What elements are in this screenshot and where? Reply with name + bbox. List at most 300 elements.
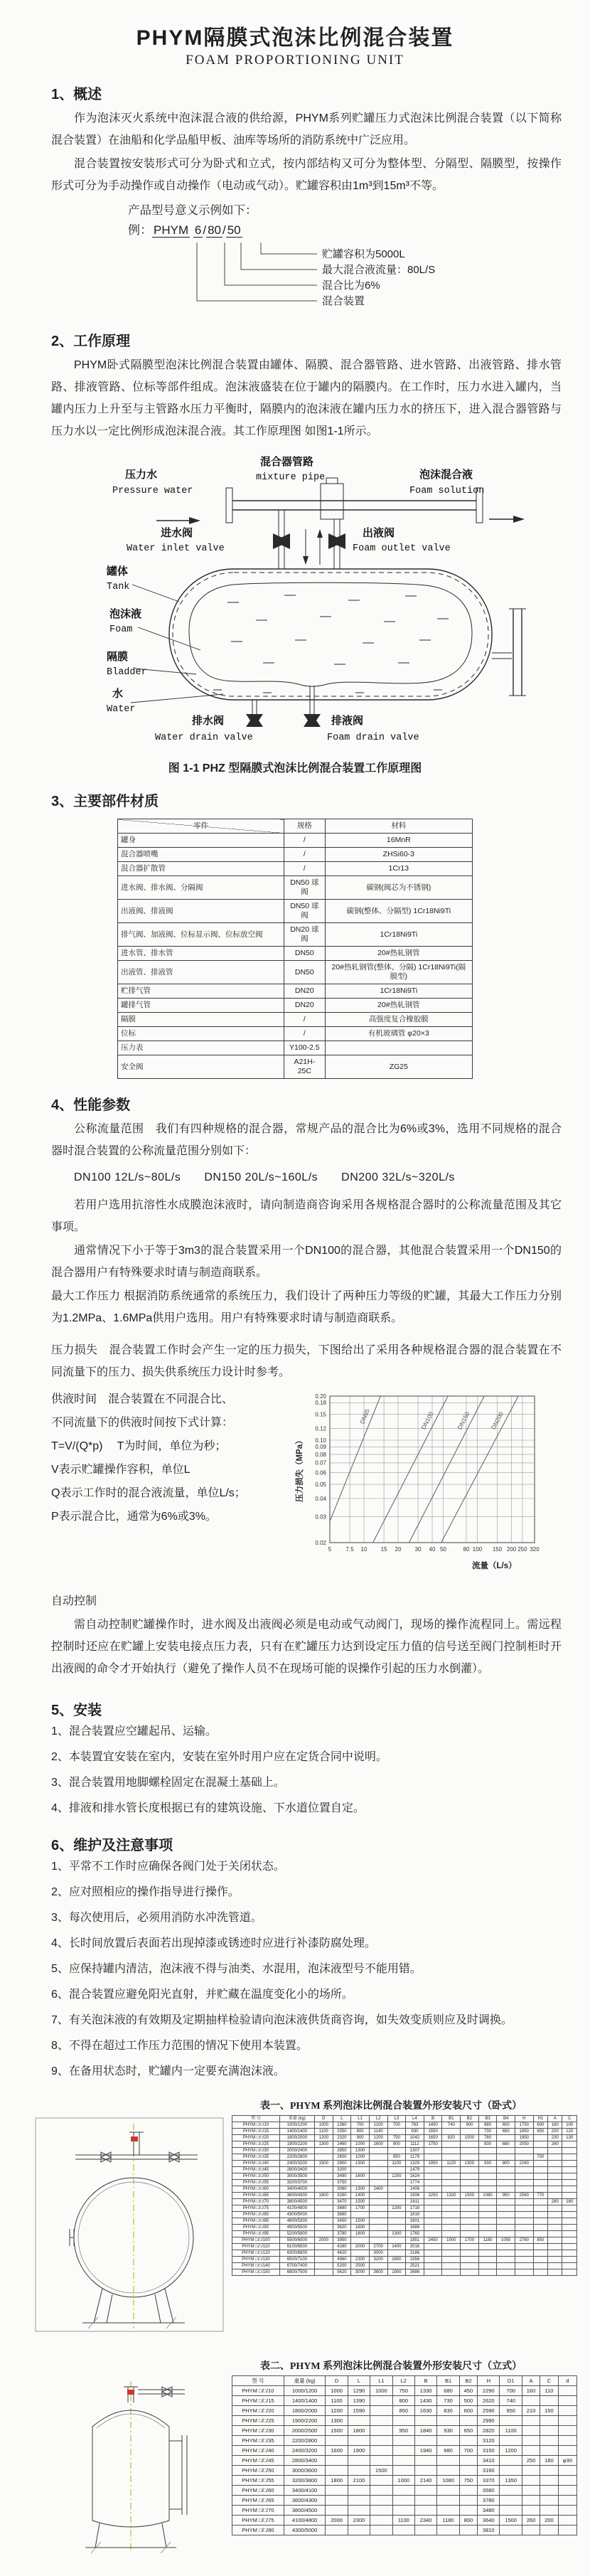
model-meaning-block [128,201,590,315]
table-cell [461,2186,479,2193]
table-cell: 1000 [351,2154,370,2161]
table-cell: 1600 [326,2446,348,2456]
table-cell: PHYM □/□/65 [232,2496,284,2506]
table-cell [369,2218,387,2225]
table-cell: 1400/1400 [284,2396,326,2406]
column-header: B [414,2376,436,2386]
table-cell [314,2167,333,2173]
table-row [232,2212,577,2218]
table-cell: 3580 [478,2486,500,2496]
table-cell [558,2446,576,2456]
water-inlet-valve-label-cn: 进水阀 [161,527,193,539]
table-cell: 2300 [348,2516,370,2526]
table-cell: 1100 [369,2122,387,2129]
table-cell [548,2218,562,2225]
list-item: 不同流量下的供液时间按下式计算： [51,1417,234,1429]
x-tick-label: 10 [360,1546,368,1553]
table-cell [562,2186,577,2193]
table-cell: 750 [392,2386,414,2396]
table-cell [392,2466,414,2476]
table-cell: 1630 [414,2406,436,2416]
table-cell [461,2199,479,2205]
y-tick-label: 0.03 [315,1513,326,1521]
table-cell [442,2186,461,2193]
y-tick-label: 0.10 [315,1437,326,1444]
table-cell [387,2180,406,2186]
table-cell: 5500/6000 [279,2237,314,2244]
section-2-heading: 2、工作原理 [51,334,131,349]
table-cell [562,2237,577,2244]
table-cell: 1840 [414,2426,436,2436]
table-cell: 2186 [406,2250,424,2257]
table-cell [548,2186,562,2193]
table-cell: PHYM □/□/120 [232,2250,280,2257]
table-cell: 4100/4800 [279,2205,314,2212]
table-cell: 600 [459,2406,477,2416]
table-cell: 100 [562,2122,577,2129]
table-cell [478,2167,497,2173]
table-cell: 1900/2200 [279,2141,314,2148]
table-cell: 600 [533,2122,547,2129]
table-row [232,2269,577,2276]
table-cell: 2820 [478,2426,500,2436]
table-cell [478,2173,497,2180]
table-cell: 1360 [333,2122,351,2129]
table-cell: PHYM □/□/80 [232,2212,280,2218]
table-cell: PHYM □/□/70 [232,2199,280,2205]
pressure-water-label-en: Pressure water [112,486,193,496]
y-tick-label: 0.04 [315,1495,326,1502]
table-cell [348,2456,370,2466]
table-cell: 4300/5000 [284,2526,326,2535]
foam-label-cn: 泡沫液 [109,608,142,620]
table-cell: 进水管、排水管 [118,947,284,961]
table-cell [461,2129,479,2135]
table-cell: 1042 [406,2135,424,2141]
table-cell [369,2263,387,2269]
table-cell [515,2205,534,2212]
table-cell: 2000 [351,2244,370,2250]
table-cell: 1624 [406,2173,424,2180]
table-row [232,2205,577,2212]
table-cell [326,2486,348,2496]
table-cell: 2000 [314,2237,333,2244]
table-row [232,2180,577,2186]
table-cell: 1307 [406,2148,424,2154]
table-cell [558,2526,576,2535]
table-cell [478,2250,497,2257]
table-cell: PHYM □/□/15 [232,2396,284,2406]
list-item: 3、混合装置用地脚螺栓固定在混凝土基础上。 [51,1777,285,1789]
column-header: 重量 (kg) [284,2376,326,2386]
table-row [118,1013,473,1027]
y-tick-label: 0.07 [315,1459,326,1467]
table-cell: 680 [437,2386,459,2396]
table-cell: 1851 [406,2237,424,2244]
table-cell: 4280 [333,2244,351,2250]
table-cell: PHYM □/□/50 [232,2466,284,2476]
table-cell: PHYM □/□/150 [232,2269,280,2276]
table-cell [497,2199,515,2205]
table-cell [351,2167,370,2173]
table-cell [515,2269,534,2276]
table-row [232,2506,577,2516]
table-cell [459,2506,477,2516]
table-cell: 2000/2400 [279,2148,314,2154]
table-row [232,2426,577,2436]
table-cell [392,2526,414,2535]
table-row [232,2218,577,2225]
table-cell [533,2199,547,2205]
table-cell: 1506 [406,2193,424,2199]
figure-caption: 图 1-1 PHZ 型隔膜式泡沫比例混合装置工作原理图 [168,762,422,775]
table-cell: 2140 [414,2476,436,2486]
table-cell: 1800/2000 [284,2406,326,2416]
column-header: L1 [351,2116,370,2122]
table-cell [548,2154,562,2161]
x-tick-label: 30 [414,1546,422,1553]
table-cell: 1500 [351,2218,370,2225]
table-cell [548,2161,562,2167]
table-cell: 740 [500,2396,522,2406]
table-row [118,999,473,1013]
table-cell: 3370 [478,2476,500,2486]
table-cell: / [284,1013,326,1027]
table-cell: 2800/3400 [279,2167,314,2173]
table-row [232,2193,577,2199]
table-cell: 980 [437,2446,459,2456]
table-cell [461,2148,479,2154]
y-tick-label: 0.09 [315,1444,326,1451]
table-cell [370,2426,392,2436]
table-cell: 1950 [424,2161,442,2167]
horizontal-dimensions-table [232,2115,577,2276]
table-cell: 2000 [326,2516,348,2526]
x-tick-label: 15 [380,1546,387,1553]
column-header: 重量 (kg) [279,2116,314,2122]
y-tick-label: 0.05 [315,1481,326,1488]
table-cell [387,2129,406,2135]
table-cell [562,2141,577,2148]
column-header: 材料 [325,819,472,834]
table-cell [461,2218,479,2225]
table-cell [562,2148,577,2154]
table-cell: 250 [522,2456,540,2466]
table-row [232,2496,577,2506]
column-header: 规格 [284,819,326,834]
table-cell: 安全阀 [118,1055,284,1079]
table-cell [540,2416,558,2426]
table-cell: 700 [500,2386,522,2396]
table-cell: PHYM □/□/30 [232,2148,280,2154]
table-cell: 3780 [333,2231,351,2237]
series-label: DN200 [489,1410,505,1431]
table-cell [442,2129,461,2135]
table-cell: 1000/1200 [284,2386,326,2396]
table-cell [478,2205,497,2212]
table-cell: 1601 [406,2218,424,2225]
table-cell: PHYM □/□/130 [232,2257,280,2263]
table-cell: 2400/3200 [279,2161,314,2167]
table-cell: 4300/5000 [279,2212,314,2218]
table-cell: 700 [387,2122,406,2129]
table-cell [442,2141,461,2148]
header-row [232,2116,577,2122]
table-cell: 3160 [478,2466,500,2476]
table-cell: 1406 [406,2186,424,2193]
table-cell [461,2180,479,2186]
table-cell [442,2212,461,2218]
table-cell [314,2186,333,2193]
table-cell: 1850 [515,2129,534,2135]
table-cell [392,2416,414,2426]
pressure-loss-chart [293,1388,562,1582]
table-cell [548,2167,562,2173]
table-row [232,2250,577,2257]
model-example-prefix: 例： [128,223,152,237]
table-cell: 1774 [406,2180,424,2186]
table-cell [548,2231,562,2237]
table-cell: 1250 [387,2173,406,2180]
vertical-dimensions-table [232,2375,577,2535]
table-cell: 3410 [478,2456,500,2466]
table-cell: 1950 [515,2135,534,2141]
table-cell: 1800 [326,2476,348,2486]
table-cell [314,2231,333,2237]
table-cell [497,2263,515,2269]
table-row [118,1055,473,1079]
foam-outlet-valve-label-en: Foam outlet valve [353,543,451,554]
table-row [232,2225,577,2231]
table-cell: 2100 [348,2476,370,2486]
table-cell [562,2218,577,2225]
nominal-flow-line: DN100 12L/s~80L/s DN150 20L/s~160L/s DN200 32L/s~320L/s [74,1171,455,1183]
foam-liquid-dashes [213,595,449,693]
table-cell [497,2257,515,2263]
table-cell: 出液阀、排液阀 [118,900,284,923]
table-cell [442,2167,461,2173]
table-cell: 3880 [333,2212,351,2218]
list-item: 2、本装置宜安装在室内，安装在室外时用户应在定货合同中说明。 [51,1751,387,1763]
section-4-paragraph: 若用户选用抗溶性水成膜泡沫液时，请向制造商咨询采用各规格混合器时的公称流量范围及其它事项。 [51,1199,562,1233]
table-cell [314,2199,333,2205]
table2-caption: 表二、PHYM 系列泡沫比例混合装置外形安装尺寸（立式） [259,2361,522,2372]
table-cell: 3480 [478,2506,500,2516]
table-cell: 4600/5300 [279,2218,314,2225]
x-tick-label: 5 [328,1546,332,1553]
table-row [232,2173,577,2180]
table-cell: 混合器喷嘴 [118,848,284,862]
x-tick-label: 250 [517,1546,527,1553]
table-cell: PHYM □/□/35 [232,2154,280,2161]
header-row [232,2376,577,2386]
table-cell: 位标 [118,1027,284,1041]
table-cell: 2200/2800 [284,2436,326,2446]
table-cell: DN50 球阀 [284,900,326,923]
table-cell: 900 [387,2141,406,2148]
table-row [118,1027,473,1041]
table-cell [424,2250,442,2257]
table-cell [562,2167,577,2173]
list-item: 9、在备用状态时，贮罐内一定要充满泡沫液。 [51,2065,285,2077]
table-cell [424,2257,442,2263]
section-1-heading: 1、概述 [51,87,102,102]
series-label: DN100 [419,1410,435,1431]
table-cell: 3000 [369,2250,387,2257]
y-tick-label: 0.06 [315,1469,326,1476]
table-cell [558,2466,576,2476]
table-cell [515,2186,534,2193]
column-header: B2 [459,2376,477,2386]
table-cell [314,2148,333,2154]
table-cell: 680 [478,2122,497,2129]
table-cell: 有机玻璃管 φ20×3 [325,1027,472,1041]
table-cell [442,2225,461,2231]
table-cell [558,2436,576,2446]
table-cell: 830 [478,2141,497,2148]
table-cell: 16MnR [325,834,472,848]
table-cell: 730 [478,2129,497,2135]
bladder-label-cn: 隔膜 [107,651,129,663]
table-cell [442,2231,461,2237]
section-4-paragraph: 通常情况下小于等于3m3的混合装置采用一个DN100的混合器，其他混合装置采用一个DN150的混合器用户有特殊要求时请与制造商联系。 [51,1245,562,1279]
table-cell: PHYM □/□/20 [232,2135,280,2141]
list-item: T=V/(Q*p) T为时间，单位为秒； [51,1440,227,1452]
table-cell [515,2244,534,2250]
table-cell: PHYM □/□/60 [232,2186,280,2193]
x-tick-label: 320 [530,1546,540,1553]
table-cell [387,2167,406,2173]
table-cell: 1750 [515,2122,534,2129]
table-cell: PHYM □/□/55 [232,2476,284,2486]
table-cell [424,2180,442,2186]
section-4-paragraph: 最大工作压力 根据消防系统通常的系统压力，我们设计了两种压力等级的贮罐，其最大工作压力分别为1.2MPa、1.6MPa供用户选用。用户有特殊要求时请与制造商联系。 [51,1290,562,1324]
table-cell [540,2496,558,2506]
header-row [118,819,473,834]
table-cell: 3000/3500 [279,2173,314,2180]
table-row [232,2135,577,2141]
table-cell: PHYM □/□/15 [232,2129,280,2135]
table-cell: DN20 球阀 [284,923,326,947]
table-row [232,2148,577,2154]
page-subtitle: FOAM PROPORTIONING UNIT [186,53,404,68]
table-cell [392,2446,414,2456]
table-row [232,2396,577,2406]
table-row [232,2257,577,2263]
table-cell: 1400 [351,2193,370,2199]
table-cell [562,2193,577,2199]
series-label: DN150 [456,1410,471,1431]
table-cell: 680 [497,2141,515,2148]
table-cell [515,2263,534,2269]
table-cell [348,2466,370,2476]
table-cell [370,2406,392,2416]
table-cell [348,2486,370,2496]
y-tick-label: 0.18 [315,1400,326,1407]
table-cell: ZHSi60-3 [325,848,472,862]
table-cell [562,2250,577,2257]
table-cell: 1180 [478,2237,497,2244]
table-cell [414,2486,436,2496]
table-cell [437,2506,459,2516]
model-segment: 6 [194,223,202,237]
table-cell [437,2416,459,2426]
table-cell [437,2526,459,2535]
table-cell [533,2161,547,2167]
table-cell: 1000 [314,2122,333,2129]
foam-solution-label-en: Foam solution [409,486,485,496]
table-cell [558,2396,576,2406]
table-cell [314,2225,333,2231]
foam-outlet-valve-label-cn: 出液阀 [363,527,395,539]
table-cell [548,2205,562,2212]
table-cell [442,2263,461,2269]
table-cell: 110 [540,2386,558,2396]
table-cell: ZG25 [325,1055,472,1079]
table-cell: 1900 [387,2269,406,2276]
water-label-en: Water [107,704,136,715]
table-cell [500,2506,522,2516]
table-cell [459,2486,477,2496]
table-cell: 2500 [351,2263,370,2269]
table-cell [562,2212,577,2218]
table-cell [497,2135,515,2141]
bladder-label-en: Bladder [107,667,147,678]
table-cell [548,2257,562,2263]
table-cell [478,2225,497,2231]
list-item: 6、混合装置应避免阳光直射，并贮藏在温度变化小的场所。 [51,1989,353,2001]
table-cell: 650 [497,2129,515,2135]
table-cell [369,2167,387,2173]
table-cell: 1400/1400 [279,2129,314,2135]
table-cell: A21H-25C [284,1055,326,1079]
table-cell: 1940 [414,2446,436,2456]
table-cell: 2760 [515,2237,534,2244]
table-cell: 3200 [333,2167,351,2173]
table-cell: 2460 [333,2141,351,2148]
working-principle-diagram [50,449,540,751]
table2-row [33,2375,577,2555]
table-cell [442,2244,461,2250]
model-callout-diagram [154,241,495,315]
table-cell: 碳钢(整体、分隔型) 1Cr18Ni9Ti [325,900,472,923]
table-cell: 650 [533,2129,547,2135]
table-cell: 1200 [387,2205,406,2212]
section-4-paragraph: 公称流量范围 我们有四种规格的混合器，常规产品的混合比为6%或3%，选用不同规格的混合器时混合装置的公称流量范围分别如下： [51,1123,562,1157]
table-cell [461,2257,479,2263]
table-cell [414,2496,436,2506]
table-cell [540,2466,558,2476]
series-label: DN65 [358,1407,371,1425]
table-cell [478,2186,497,2193]
table-cell: 800 [459,2516,477,2526]
table-cell: 1500 [370,2466,392,2476]
table-row [232,2486,577,2496]
table-cell [326,2456,348,2466]
table-cell [515,2250,534,2257]
table-cell [497,2167,515,2173]
column-header: C [540,2376,558,2386]
table-cell: 1300 [351,2148,370,2154]
table-cell [540,2526,558,2535]
table-cell [314,2205,333,2212]
table-cell [424,2186,442,2193]
table-cell: 进水阀、排水阀、分隔阀 [118,876,284,900]
column-header: A [522,2376,540,2386]
table-row [232,2237,577,2244]
model-callout-label: 最大混合液流量：80L/S [322,264,436,276]
list-item: 4、排液和排水管长度根据已有的建筑设施、下水道位置自定。 [51,1802,365,1814]
